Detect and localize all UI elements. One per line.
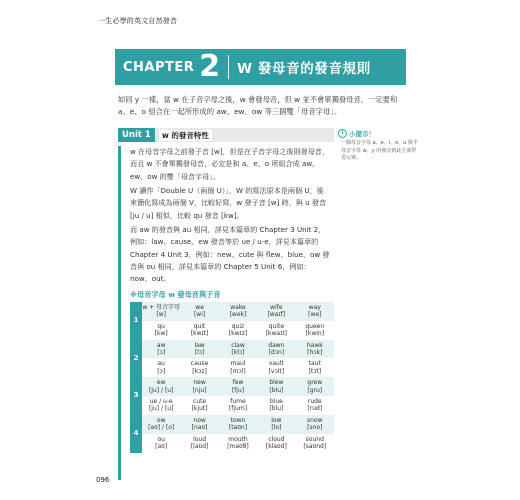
word-cell <box>296 415 334 434</box>
phonetic: [lo] <box>271 424 282 432</box>
side-note <box>338 129 420 163</box>
word-cell <box>180 377 218 396</box>
word-cell <box>257 396 295 415</box>
side-note-title: 小提示！ <box>349 130 375 138</box>
word-cell <box>296 340 334 359</box>
word: fume <box>230 398 246 406</box>
word: w + 母音字母 <box>142 304 181 311</box>
word-cell <box>219 434 257 453</box>
table-row <box>130 321 334 340</box>
group-label: 1 <box>130 302 142 340</box>
word: we <box>195 304 204 311</box>
word: low <box>271 416 282 424</box>
word-cell <box>219 396 257 415</box>
word: loud <box>193 435 207 443</box>
word: grew <box>307 379 323 387</box>
intro-paragraph: 如同 y 一樣，當 w 在子音字母之後，w 會發母音，但 w 並不會單獨發母音，一定要和 a、e、o 組合在一起所形成的 aw、ew、ow 等三個雙「母音字母」。 <box>118 95 398 116</box>
phonetic: [lɔ] <box>194 349 205 357</box>
word-cell <box>257 302 295 321</box>
table-row <box>130 415 334 434</box>
word: cause <box>190 360 209 368</box>
word-cell <box>257 434 295 453</box>
word: town <box>230 416 246 424</box>
word: quiz <box>231 322 245 330</box>
word-cell <box>257 321 295 340</box>
word: quit <box>193 322 206 330</box>
word: way <box>308 304 321 311</box>
word: quite <box>268 322 285 330</box>
phonetic: [klɔ] <box>231 349 245 357</box>
side-note-header <box>338 129 420 138</box>
unit-header <box>118 128 334 142</box>
phonetic: [kɔz] <box>192 367 207 375</box>
word: sound <box>305 435 324 443</box>
word-cell <box>180 434 218 453</box>
phonetic: [hɔk] <box>307 349 323 357</box>
word: taut <box>308 360 321 368</box>
chapter-title: W 發母音的發音規則 <box>237 61 371 77</box>
word-cell <box>142 321 180 340</box>
word-cell <box>142 340 180 359</box>
phonetic: [saʊnd] <box>303 443 327 451</box>
word: queen <box>305 322 325 330</box>
phonetic: [waɪf] <box>267 311 286 319</box>
info-icon: i <box>338 129 347 138</box>
table-row <box>130 396 334 415</box>
phonetic: [kw] <box>154 330 168 338</box>
word: blew <box>269 379 284 387</box>
word-cell <box>257 358 295 377</box>
word: wife <box>270 304 283 311</box>
phonetic: [fju] <box>231 386 245 394</box>
phonetic: [ɔ] <box>157 349 166 357</box>
phonetic: [blu] <box>269 405 284 413</box>
word: law <box>194 341 205 349</box>
table-row <box>130 302 334 321</box>
table-row <box>130 340 334 359</box>
phonetic: [tɔt] <box>308 367 322 375</box>
word: claw <box>231 341 245 349</box>
table-row <box>130 434 334 453</box>
section-accent-line <box>118 146 121 480</box>
word-cell <box>180 302 218 321</box>
unit-tag: Unit 1 <box>118 128 155 142</box>
table-row <box>130 358 334 377</box>
word: new <box>193 379 206 387</box>
phonetic: [w] <box>156 311 166 319</box>
phonetic: [kwɪt] <box>190 330 209 338</box>
word: rude <box>307 398 322 406</box>
table-caption: ※母音字母 w 發母音與子音 <box>130 290 221 299</box>
word-cell <box>142 358 180 377</box>
word: now <box>193 416 206 424</box>
word-cell <box>142 302 180 321</box>
word-cell <box>142 434 180 453</box>
phonetic: [maʊθ] <box>227 443 249 451</box>
phonetic: [kwɪz] <box>228 330 248 338</box>
word-cell <box>219 358 257 377</box>
word-cell <box>219 415 257 434</box>
phonetic: [ɔ] <box>157 367 166 375</box>
phonetic: [naʊ] <box>191 424 208 432</box>
phonetic: [aʊ] / [o] <box>148 424 175 432</box>
phonetic: [laʊd] <box>190 443 209 451</box>
word-cell <box>257 377 295 396</box>
word: few <box>232 379 244 387</box>
word-cell <box>296 377 334 396</box>
phonetic: [wek] <box>229 311 247 319</box>
word-cell <box>180 415 218 434</box>
word: vault <box>268 360 284 368</box>
phonetic: [ju] / [u] <box>148 405 174 413</box>
word: cloud <box>268 435 285 443</box>
unit-title: w 的發音特性 <box>159 130 212 141</box>
word-cell <box>219 377 257 396</box>
phonetic: [we] <box>308 311 322 319</box>
phonetic: [klaʊd] <box>265 443 287 451</box>
body-paragraph-3: 而 aw 的發音與 au 相同，詳見本篇章的 Chapter 3 Unit 2，例如：law、cause、ew 發音等於 ue / u-e，詳見本篇章的 Chapter 4 Unit 3，例如：new、cute 與 flew、blue、ow 發音與 ou 相同，詳見本篇章的 Chapter 5 Unit 6，例如：now、out。 <box>130 225 330 284</box>
phonetic: [taʊn] <box>228 424 248 432</box>
word-cell <box>142 396 180 415</box>
word-cell <box>296 321 334 340</box>
group-label: 2 <box>130 340 142 378</box>
word: mouth <box>228 435 248 443</box>
body-paragraph-1: w 在母音字母之前發子音 [w]，但是在子音字母之後則發母音，而且 w 不會單獨發母音，必定是和 a、e、o 所組合成 aw、ew、ow 的雙「母音字母」。 <box>130 147 329 181</box>
word: au <box>157 360 165 368</box>
word: ow <box>156 416 166 424</box>
phonetic: [kjut] <box>191 405 208 413</box>
phonetic: [kwin] <box>305 330 325 338</box>
word-cell <box>142 415 180 434</box>
phonetic: [ju] / [u] <box>148 386 174 394</box>
word: hawk <box>306 341 323 349</box>
body-paragraph-2: W 讀作「Double U（兩個 U）」，W 的寫法原本是兩個 U，後來簡化寫成為兩個 V，比較好寫，w 發子音 [w] 時，與 u 發音 [ju / u] 相似，比較 qu 發音 [kw]。 <box>130 186 327 220</box>
page-number: 096 <box>96 476 110 484</box>
word-cell <box>180 358 218 377</box>
word: aw <box>156 341 166 349</box>
word: ue / u-e <box>149 398 173 406</box>
word-cell <box>219 321 257 340</box>
word: cute <box>193 398 207 406</box>
word-cell <box>257 415 295 434</box>
chapter-word: CHAPTER <box>123 59 195 75</box>
phonetic: [dɔn] <box>268 349 285 357</box>
word-cell <box>219 302 257 321</box>
word: ew <box>156 379 166 387</box>
phonetic: [gru] <box>307 386 323 394</box>
word: maul <box>230 360 246 368</box>
word-cell <box>219 340 257 359</box>
word-cell <box>296 396 334 415</box>
word-cell <box>180 396 218 415</box>
word-cell <box>296 302 334 321</box>
phonetic: [sno] <box>307 424 323 432</box>
word-cell <box>180 340 218 359</box>
phonetic: [nju] <box>192 386 207 394</box>
word: blue <box>269 398 283 406</box>
word-cell <box>296 434 334 453</box>
table-row <box>130 377 334 396</box>
running-head: 一生必學的英文自然發音 <box>98 17 178 25</box>
phonetic: [fjum] <box>228 405 248 413</box>
chapter-divider <box>228 55 229 79</box>
phonetic: [kwaɪt] <box>265 330 288 338</box>
pronunciation-table-body <box>130 302 334 453</box>
phonetic: [rud] <box>307 405 323 413</box>
word: snow <box>307 416 323 424</box>
word-cell <box>257 340 295 359</box>
phonetic: [aʊ] <box>155 443 168 451</box>
chapter-number: 2 <box>199 49 221 84</box>
group-label: 3 <box>130 377 142 415</box>
chapter-banner <box>115 49 406 85</box>
word: ou <box>157 435 165 443</box>
phonetic: [blu] <box>269 386 284 394</box>
phonetic: [mɔl] <box>230 367 246 375</box>
word-cell <box>180 321 218 340</box>
word-cell <box>296 358 334 377</box>
word: dawn <box>268 341 285 349</box>
word-cell <box>142 377 180 396</box>
phonetic: [vɔlt] <box>268 367 285 375</box>
group-label: 4 <box>130 415 142 453</box>
word: wake <box>230 304 246 311</box>
pronunciation-table <box>130 302 334 453</box>
side-note-text: 一個母音字母 a、e、i、o、u 與半母音字母 w、y 的發音到此全部學習完畢。 <box>341 140 418 161</box>
phonetic: [wi] <box>193 311 206 319</box>
word: qu <box>157 322 165 330</box>
